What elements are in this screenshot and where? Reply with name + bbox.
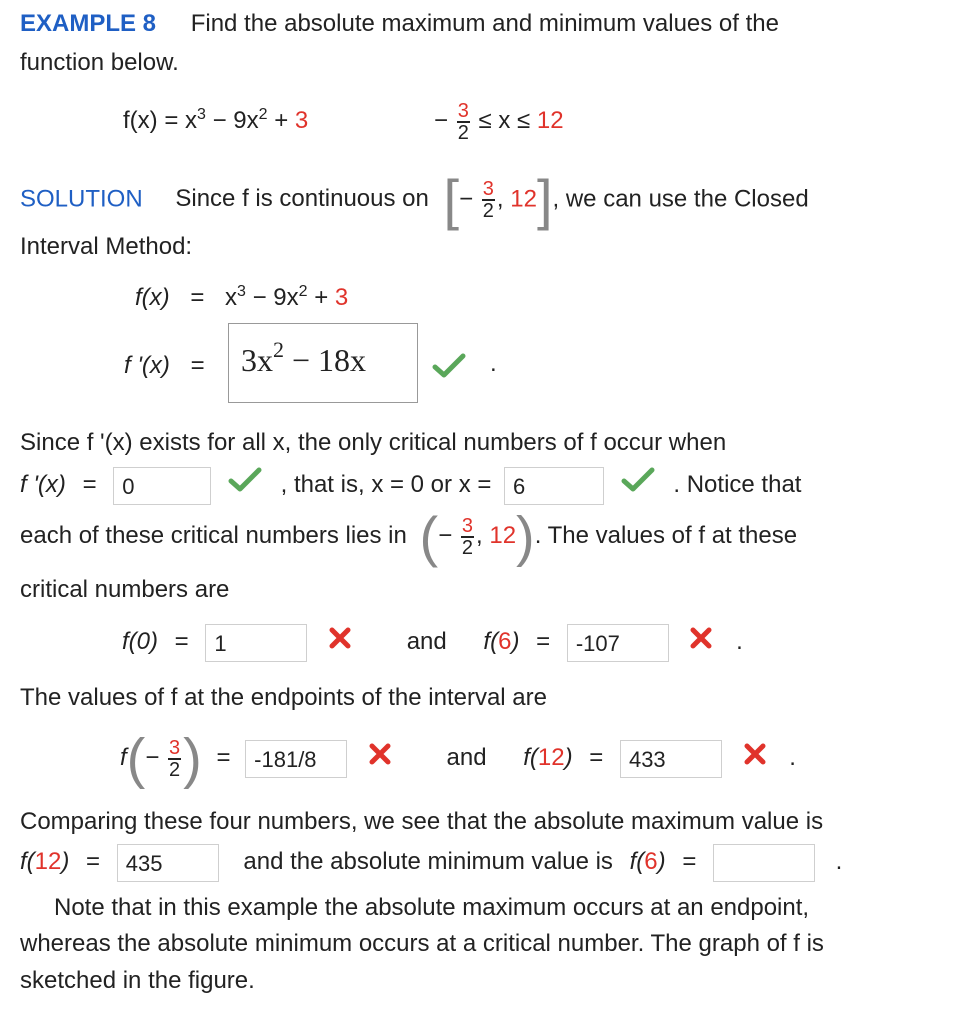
domain-inequality [434,96,564,146]
solution-label: SOLUTION [20,185,143,213]
min-lhs-b: ) [657,848,666,875]
function-definition [123,98,308,144]
fraction-3-2 [461,516,474,558]
equals-sign: = [82,471,97,498]
min-arg: 6 [644,848,658,875]
frac-num: 3 [461,514,473,537]
max-lhs [20,848,69,875]
comparison-line-1: Comparing these four numbers, we see that the absolute maximum value is [20,808,824,835]
f6-arg: 6 [498,628,512,655]
check-icon [432,353,466,386]
critical-line-2 [20,465,950,505]
f-line-plus: + [307,284,335,311]
paren-close: ) [183,726,202,790]
bracket-open: [ [443,168,460,231]
cross-icon [689,623,713,663]
and-text: and [406,628,447,655]
upper-bound: 12 [489,522,517,549]
solution-text-2: , we can use the Closed [552,185,809,213]
max-arg: 12 [34,848,62,875]
note-line-2: whereas the absolute minimum occurs at a critical number. The graph of f is [20,930,824,957]
f12-answer-input[interactable]: 433 [620,740,722,778]
f6-lhs [483,628,519,655]
f6-lhs-b: ) [511,628,520,655]
fraction-3-2 [457,101,470,143]
upper-bound: 12 [536,107,564,134]
intro-line-2: function below. [20,49,179,76]
f12-lhs-a: f( [523,744,538,771]
frac-num: 3 [169,736,181,759]
function-lhs: f(x) = x [123,107,198,134]
min-answer-input[interactable] [713,844,815,882]
max-answer-input[interactable]: 435 [117,844,219,882]
derivative-answer [241,337,367,379]
notice-text: . Notice that [673,471,802,498]
function-mid: − 9x [205,107,259,134]
critical-values-line [122,622,743,662]
f-letter: f [120,744,127,771]
f0-answer-input[interactable]: 1 [205,624,307,662]
cross-icon [368,729,392,789]
minus-sign: − [145,744,160,771]
exponent-2: 2 [258,106,268,123]
f12-arg: 12 [537,744,565,771]
max-lhs-a: f( [20,848,35,875]
check-icon [228,466,262,506]
and-text: and [446,744,487,771]
critical-answer-1-input[interactable]: 0 [113,467,211,505]
frac-num: 3 [457,99,469,122]
endpoints-line: The values of f at the endpoints of the interval are [20,684,547,711]
exponent-2: 2 [298,283,308,300]
period: . [835,848,843,875]
critical-answer-2-input[interactable]: 6 [504,467,604,505]
critical-line-1: Since f '(x) exists for all x, the only critical numbers of f occur when [20,429,727,456]
intro-line-1: Find the absolute maximum and minimum values of the [190,10,779,37]
period: . [736,628,743,655]
exponent-3: 3 [237,283,246,300]
frac-den: 2 [457,121,469,144]
critical-line-3a: each of these critical numbers lies in [20,522,407,549]
critical-line-4: critical numbers are [20,576,230,603]
equals-sign: = [174,628,189,655]
f-line [135,284,348,312]
equals-sign: = [536,628,551,655]
comma: , [496,185,504,213]
equals-sign: = [190,352,205,379]
equals-sign: = [190,284,205,311]
endpoint-values-line [120,728,796,788]
minus-sign: − [459,185,474,213]
min-lhs [630,848,666,875]
answer-part-b: − 18x [284,342,367,378]
cross-icon [743,729,767,789]
critical-line-3 [20,504,798,568]
frac-den: 2 [461,536,473,559]
note-line-1: Note that in this example the absolute maximum occurs at an endpoint, [54,894,810,921]
cross-icon [328,623,352,663]
fprime-lhs: f '(x) [124,352,170,379]
bracket-close: ] [536,168,553,231]
f-line-constant: 3 [334,284,349,311]
paren-open: ( [126,726,146,790]
comma: , [476,522,483,549]
answer-part-a: 3x [241,342,273,378]
fprime-label [124,348,205,384]
inequality-text: ≤ x ≤ [478,107,537,134]
f12-lhs-b: ) [564,744,573,771]
function-plus: + [267,107,295,134]
derivative-answer-box[interactable] [228,323,418,403]
period: . [490,350,497,377]
exponent-3: 3 [197,106,206,123]
equals-sign: = [589,744,604,771]
equals-sign: = [86,848,101,875]
paren-open: ( [419,504,439,568]
function-constant: 3 [294,107,309,134]
solution-line [20,168,809,231]
fraction-3-2 [482,179,495,221]
solution-text-1: Since f is continuous on [175,185,429,213]
check-icon [621,466,655,506]
f0-lhs: f(0) [122,628,158,655]
f12-lhs [523,744,572,771]
upper-bound: 12 [510,185,537,213]
that-is-text: , that is, x = 0 or x = [280,471,492,498]
min-lhs-a: f( [629,848,645,875]
minus-sign: − [438,522,453,549]
answer-exponent: 2 [273,337,284,362]
f-line-rhs-b: − 9x [245,284,299,311]
example-label: EXAMPLE 8 [20,10,157,37]
fa-answer-input[interactable]: -181/8 [245,740,347,778]
paren-close: ) [516,504,535,568]
f-line-rhs-a: x [225,284,238,311]
equals-sign: = [682,848,697,875]
max-lhs-b: ) [61,848,70,875]
f-line-lhs: f(x) [135,284,170,311]
fraction-3-2 [168,738,181,780]
solution-line-2: Interval Method: [20,233,193,260]
f6-answer-input[interactable]: -107 [567,624,669,662]
minus-sign: − [434,107,449,134]
frac-den: 2 [169,758,181,781]
equals-sign: = [216,744,231,771]
critical-line-3b: . The values of f at these [534,522,798,549]
comparison-line-2 [20,842,842,882]
f6-lhs-a: f( [483,628,499,655]
min-text: and the absolute minimum value is [243,848,613,875]
frac-den: 2 [482,200,494,222]
fprime-lhs: f '(x) [20,471,66,498]
period: . [789,744,796,771]
example-header [20,10,779,38]
note-line-3: sketched in the figure. [20,967,255,994]
frac-num: 3 [482,178,494,200]
